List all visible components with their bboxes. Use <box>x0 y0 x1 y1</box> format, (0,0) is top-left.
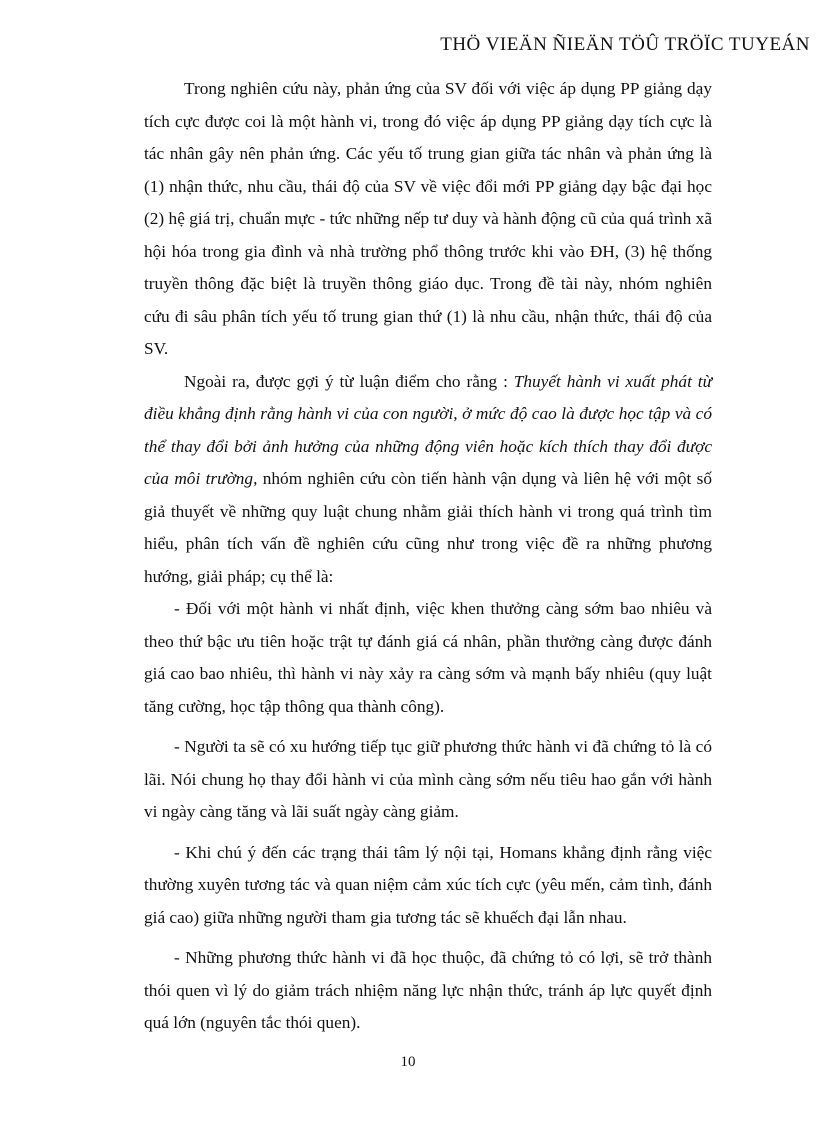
bullet-paragraph-2: - Người ta sẽ có xu hướng tiếp tục giữ phương thức hành vi đã chứng tỏ là có lãi. Nói chung họ thay đổi hành vi của mình càng sớm nếu tiêu hao gắn với hành vi ngày càng tăng và lãi suất ngày càng giảm. <box>144 737 712 821</box>
body-text <box>144 73 712 1040</box>
paragraph-2-italic-quote: Thuyết hành vi xuất phát từ điều khẳng định rằng hành vi của con người, ở mức độ cao là được học tập và có thể thay đổi bởi ảnh hưởng của những động viên hoặc kích thích thay đổi được của môi trường <box>144 371 712 488</box>
paragraph-2-lead: Ngoài ra, được gợi ý từ luận điểm cho rằng : <box>184 371 514 391</box>
paragraph-2 <box>144 366 712 594</box>
paragraph-2-rest: , nhóm nghiên cứu còn tiến hành vận dụng và liên hệ với một số giả thuyết về những quy luật chung nhằm giải thích hành vi trong quá trình tìm hiểu, phân tích vấn đề nghiên cứu cũng như trong việc đề ra những phương hướng, giải pháp; cụ thể là: <box>144 469 712 586</box>
bullet-paragraph-3: - Khi chú ý đến các trạng thái tâm lý nội tại, Homans khẳng định rằng việc thường xuyên tương tác và quan niệm cảm xúc tích cực (yêu mến, cảm tình, đánh giá cao) giữa những người tham gia tương tác sẽ khuếch đại lẫn nhau. <box>144 842 712 927</box>
page-number: 10 <box>400 1054 416 1070</box>
bullet-paragraph-1: - Đối với một hành vi nhất định, việc khen thưởng càng sớm bao nhiêu và theo thứ bậc ưu tiên hoặc trật tự đánh giá cá nhân, phần thưởng càng được đánh giá cao bao nhiêu, thì hành vi này xảy ra càng sớm và mạnh bấy nhiêu (quy luật tăng cường, học tập thông qua thành công). <box>144 599 712 716</box>
running-header: THÖ VIEÄN ÑIEÄN TÖÛ TRÖÏC TUYEÁN <box>440 34 810 55</box>
paragraph-1: Trong nghiên cứu này, phản ứng của SV đối với việc áp dụng PP giảng dạy tích cực được coi là một hành vi, trong đó việc áp dụng PP giảng dạy tích cực là tác nhân gây nên phản ứng. Các yếu tố trung gian giữa tác nhân và phản ứng là (1) nhận thức, nhu cầu, thái độ của SV về việc đổi mới PP giảng dạy bậc đại học (2) hệ giá trị, chuẩn mực - tức những nếp tư duy và hành động cũ của quá trình xã hội hóa trong gia đình và nhà trường phổ thông trước khi vào ĐH, (3) hệ thống truyền thông đặc biệt là truyền thông giáo dục. Trong đề tài này, nhóm nghiên cứu đi sâu phân tích yếu tố trung gian thứ (1) là nhu cầu, nhận thức, thái độ của SV. <box>144 79 712 358</box>
bullet-paragraph-4: - Những phương thức hành vi đã học thuộc, đã chứng tỏ có lợi, sẽ trở thành thói quen vì lý do giảm trách nhiệm năng lực nhận thức, tránh áp lực quyết định quá lớn (nguyên tắc thói quen). <box>144 948 712 1032</box>
